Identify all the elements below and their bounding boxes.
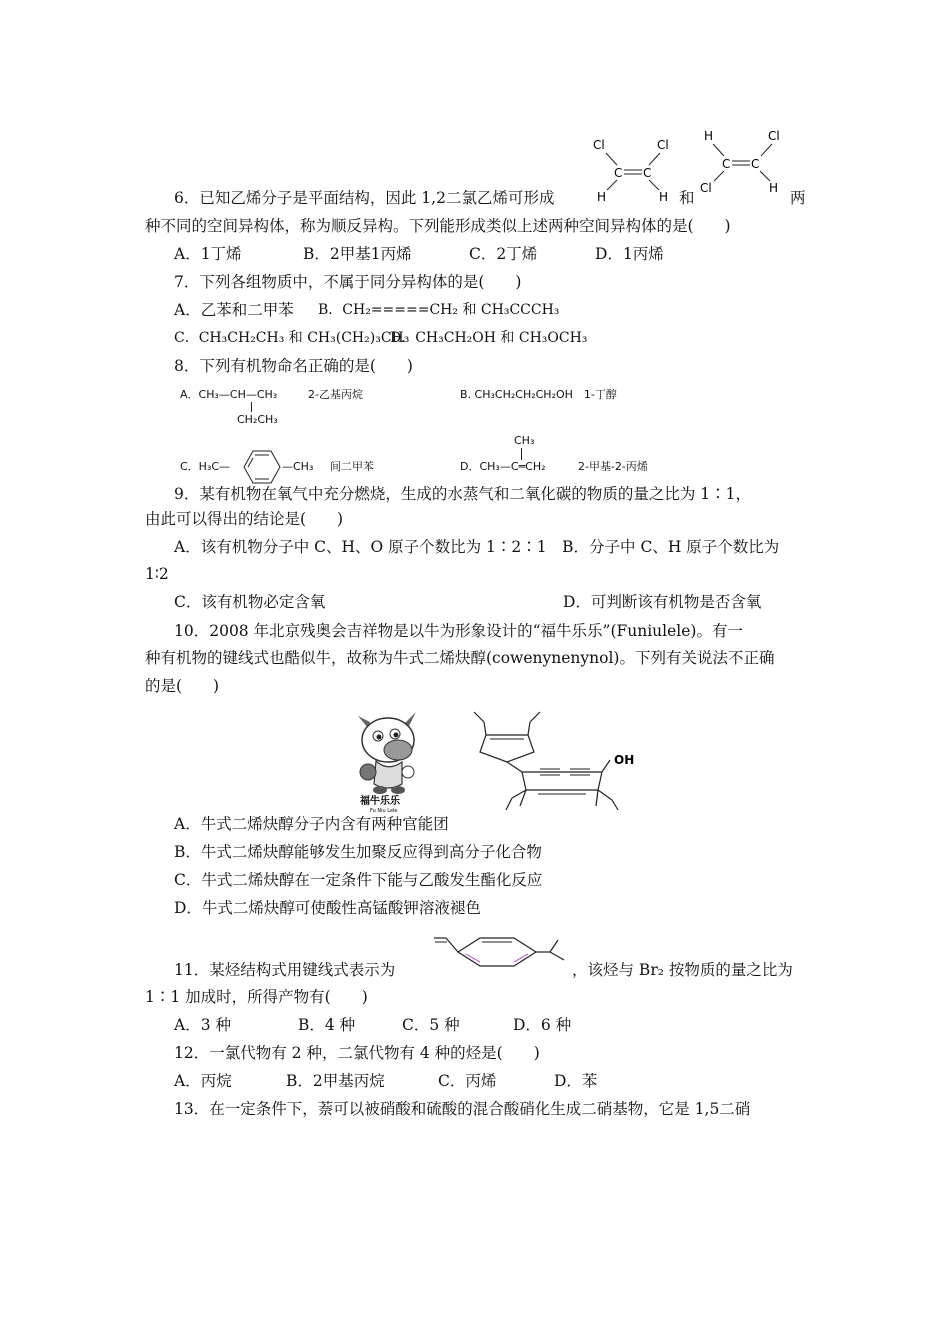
q7-option-d: D．CH₃CH₂OH 和 CH₃OCH₃	[390, 330, 588, 346]
q12-option-d: D．苯	[554, 1072, 598, 1090]
q7-option-c: C．CH₃CH₂CH₃ 和 CH₃(CH₂)₃CH₃	[174, 330, 410, 346]
q9-option-c: C．该有机物必定含氧	[174, 593, 326, 611]
q10-option-c: C．牛式二烯炔醇在一定条件下能与乙酸发生酯化反应	[174, 871, 543, 889]
q9-line2: 由此可以得出的结论是( )	[145, 510, 344, 528]
q11-option-a: A．3 种	[174, 1016, 231, 1034]
q6-stem-line2: 种不同的空间异构体，称为顺反异构。下列能形成类似上述两种空间异构体的是( )	[145, 217, 731, 235]
q6-stem-line1: 6．已知乙烯分子是平面结构，因此 1,2二氯乙烯可形成	[174, 189, 555, 207]
cowenynenynol-skeletal-formula	[462, 710, 662, 810]
q8-a-formula: A．CH₃—CH—CH₃	[180, 388, 278, 401]
trans-c1: C	[722, 157, 731, 171]
q9-option-d: D．可判断该有机物是否含氧	[563, 593, 762, 611]
cis-cl1: Cl	[593, 138, 605, 152]
q9-line3: A．该有机物分子中 C、H、O 原子个数比为 1∶2∶1 B．分子中 C、H 原子个数比为	[174, 538, 780, 556]
q8-c-name: 间二甲苯	[330, 460, 374, 473]
q8-d-bond	[521, 448, 522, 460]
q6-option-a: A．1丁烯	[174, 245, 242, 263]
q8-stem: 8．下列有机物命名正确的是( )	[174, 357, 413, 375]
q8-c-right: —CH₃	[282, 460, 314, 473]
q11-skeletal-formula	[432, 932, 572, 978]
q10-line2: 种有机物的键线式也酷似牛，故称为牛式二烯炔醇(cowenynenynol)。下列有关说法不正确	[145, 649, 775, 667]
q7-option-a: A．乙苯和二甲苯	[174, 301, 294, 319]
trans-h2: H	[769, 181, 779, 195]
q11-option-b: B．4 种	[298, 1016, 356, 1034]
mascot-caption: 福牛乐乐	[360, 796, 400, 807]
cis-c1: C	[614, 166, 623, 180]
q7-option-b: B．CH₂=====CH₂ 和 CH₃CCCH₃	[318, 302, 560, 318]
q6-and: 和	[679, 189, 695, 207]
funiulele-mascot-image	[348, 706, 428, 814]
trans-cl1: Cl	[768, 129, 780, 143]
mascot-subcaption: Fu Niu Lele	[370, 808, 398, 814]
trans-c2: C	[751, 157, 760, 171]
q12-option-a: A．丙烷	[174, 1072, 232, 1090]
q10-option-d: D．牛式二烯炔醇可使酸性高锰酸钾溶液褪色	[174, 899, 481, 917]
q9-line1: 9．某有机物在氧气中充分燃烧，生成的水蒸气和二氧化碳的物质的量之比为 1∶1，	[174, 485, 752, 503]
q6-option-d: D．1丙烯	[595, 245, 664, 263]
q11-line1a: 11．某烃结构式用键线式表示为	[174, 961, 396, 979]
cis-cl2: Cl	[657, 138, 669, 152]
q6-liang: 两	[790, 189, 806, 207]
q7-stem: 7．下列各组物质中，不属于同分异构体的是( )	[174, 273, 522, 291]
q11-option-c: C．5 种	[402, 1016, 460, 1034]
hydroxyl-label: OH	[614, 753, 635, 767]
q8-d-formula: D．CH₃—C═CH₂	[460, 460, 546, 473]
q8-d-top: CH₃	[514, 434, 535, 447]
q8-a-branch-bond	[251, 402, 252, 412]
cis-h2: H	[659, 190, 669, 204]
q8-d-name: 2-甲基-2-丙烯	[578, 460, 648, 473]
q11-line1b: ，该烃与 Br₂ 按物质的量之比为	[572, 961, 793, 979]
q11-option-d: D．6 种	[513, 1016, 572, 1034]
cis-h1: H	[597, 190, 607, 204]
trans-dichloroethene-structure	[700, 128, 790, 198]
q8-c-label: C．H₃C—	[180, 460, 231, 473]
q11-line2: 1∶1 加成时，所得产物有( )	[145, 988, 368, 1006]
q9-line4: 1∶2	[145, 565, 169, 583]
q10-line1: 10．2008 年北京残奥会吉祥物是以牛为形象设计的“福牛乐乐”(Funiulele)。有一	[174, 622, 743, 640]
trans-cl2: Cl	[700, 181, 712, 195]
trans-h1: H	[704, 129, 714, 143]
q6-option-c: C．2丁烯	[469, 245, 538, 263]
q8-a-branch: CH₂CH₃	[237, 413, 278, 426]
q6-option-b: B．2甲基1丙烯	[303, 245, 412, 263]
q12-option-b: B．2甲基丙烷	[286, 1072, 385, 1090]
q13-line1: 13．在一定条件下，萘可以被硝酸和硫酸的混合酸硝化生成二硝基物，它是 1,5二硝	[174, 1100, 751, 1118]
q10-line3: 的是( )	[145, 677, 220, 695]
q10-option-b: B．牛式二烯炔醇能够发生加聚反应得到高分子化合物	[174, 843, 542, 861]
cis-c2: C	[643, 166, 652, 180]
q8-a-name: 2-乙基丙烷	[308, 388, 363, 401]
q8-b-text: B. CH₃CH₂CH₂CH₂OH 1-丁醇	[460, 388, 617, 401]
q12-option-c: C．丙烯	[438, 1072, 497, 1090]
q10-option-a: A．牛式二烯炔醇分子内含有两种官能团	[174, 815, 449, 833]
q12-stem: 12．一氯代物有 2 种，二氯代物有 4 种的烃是( )	[174, 1044, 540, 1062]
cis-dichloroethene-structure	[590, 135, 680, 205]
